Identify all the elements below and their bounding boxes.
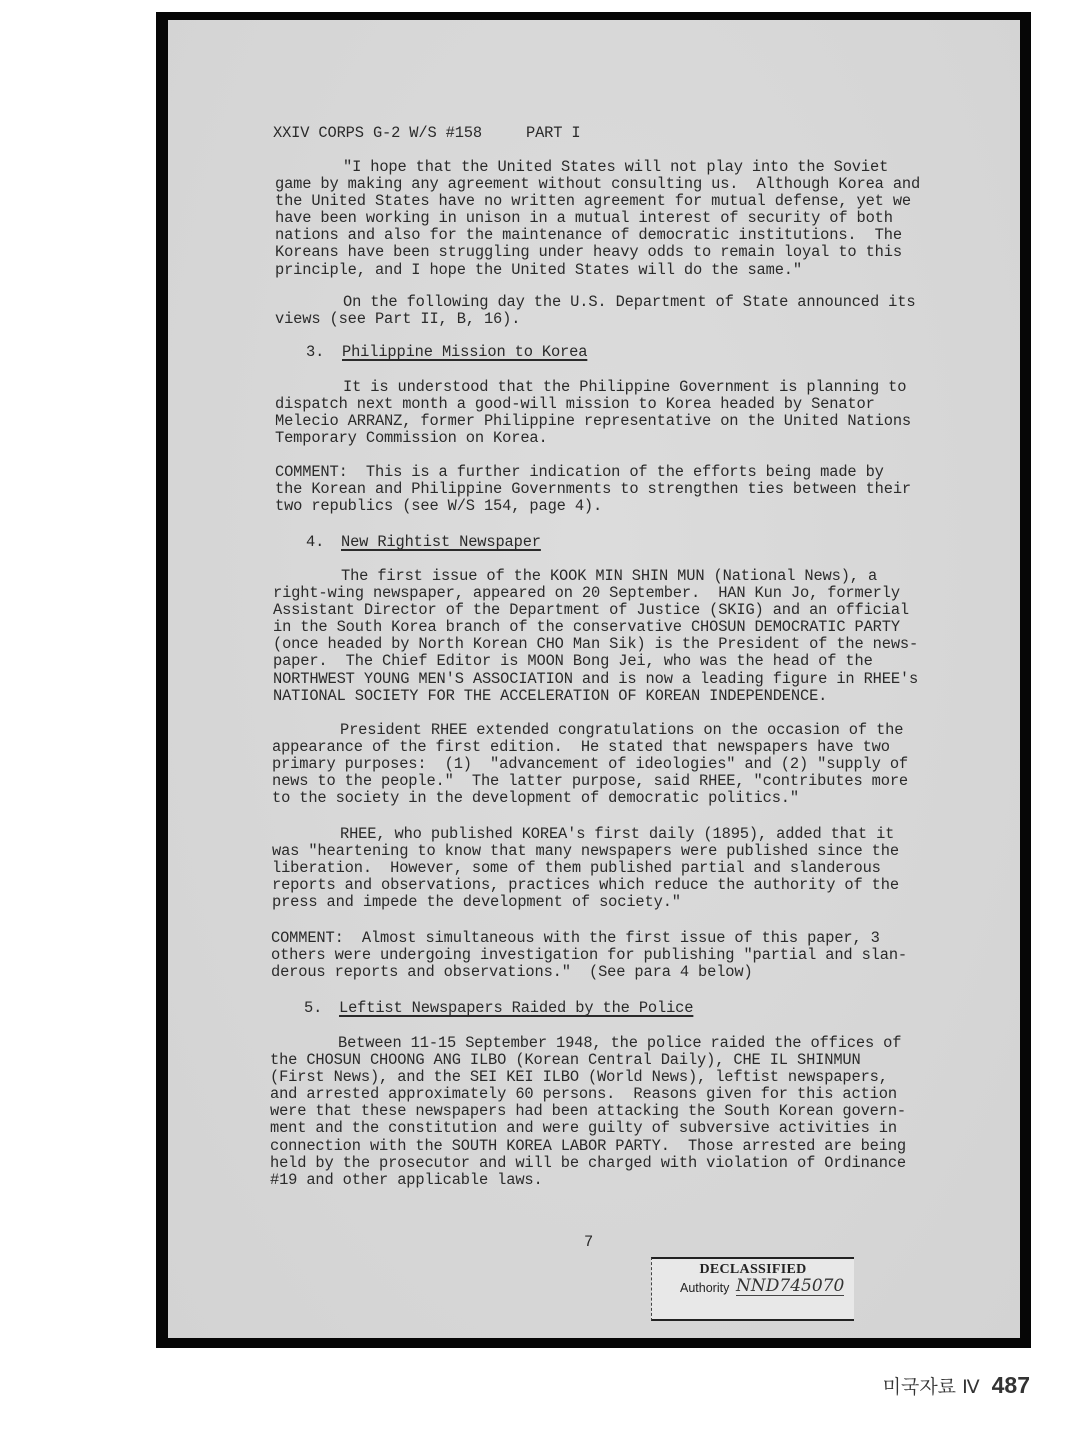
paragraph: The first issue of the KOOK MIN SHIN MUN (National News), a right-wing newspaper, appeared on 20 September. HAN Kun Jo, formerly Assistant Director of the Department of Justice (SKIG) and an official in the South Korea branch of the conservative CHOSUN DEMOCRATIC PARTY (once headed by North Korean CHO Man Sik) is the President of the news- paper. The Chief Editor is MOON Bong Jei, who was the head of the NORTHWEST YOUNG MEN'S ASSOCIATION and is now a leading figure in RHEE's NATIONAL SOCIETY FOR THE ACCELERATION OF KOREAN INDEPENDENCE. bbox=[273, 567, 919, 705]
paragraph: Between 11-15 September 1948, the police raided the offices of the CHOSUN CHOONG ANG ILBO (Korean Central Daily), CHE IL SHINMUN (First News), and the SEI KEI ILBO (World News), leftist newspapers, and arrested approximately 60 persons. Reasons given for this action were that these newspapers had been attacking the South Korean govern- ment and the constitution and were guilty of subversive activities in connection with the SOUTH KOREA LABOR PARTY. Those arrested are being held by the prosecutor and will be charged with violation of Ordinance #19 and other applicable laws. bbox=[270, 1034, 907, 1189]
section-number: 5. bbox=[304, 999, 323, 1017]
stamp-authority-label: Authority bbox=[680, 1281, 730, 1295]
section-number: 3. bbox=[306, 343, 325, 361]
paragraph: President RHEE extended congratulations on the occasion of the appearance of the first edition. He stated that newspapers have two primary purposes: (1) "advancement of ideologies" and (2) "supply of news to the people." The latter purpose, said RHEE, "contributes more to the society in the development of democratic politics." bbox=[272, 721, 909, 808]
stamp-authority-number: NND745070 bbox=[736, 1276, 845, 1296]
book-footer bbox=[883, 1372, 1030, 1399]
paragraph: RHEE, who published KOREA's first daily (1895), added that it was "heartening to know that many newspapers were published since the liberation. However, some of them published partial and slanderous reports and observations, practices which reduce the authority of the press and impede the development of society." bbox=[272, 825, 899, 912]
paragraph: On the following day the U.S. Department of State announced its views (see Part II, B, 16). bbox=[275, 293, 916, 329]
declassified-stamp bbox=[651, 1257, 854, 1321]
section-heading: Philippine Mission to Korea bbox=[342, 343, 588, 361]
document-header: XXIV CORPS G-2 W/S #158 bbox=[273, 124, 482, 142]
document-part: PART I bbox=[526, 124, 581, 142]
paragraph: It is understood that the Philippine Government is planning to dispatch next month a good-will mission to Korea headed by Senator Melecio ARRANZ, former Philippine representative on the United Nations Temporary Commission on Korea. bbox=[275, 378, 912, 448]
section-number: 4. bbox=[306, 533, 325, 551]
footer-page-number: 487 bbox=[991, 1372, 1030, 1398]
quote-paragraph: "I hope that the United States will not play into the Soviet game by making any agreement without consulting us. Although Korea and the United States have no written agreement for mutual defense, yet we have been working in unison in a mutual interest of security of both nations and also for the maintenance of democratic institutions. The Koreans have been struggling under heavy odds to remain loyal to this principle, and I hope the United States will do the same." bbox=[275, 158, 921, 279]
section-heading: New Rightist Newspaper bbox=[341, 533, 541, 551]
stamp-title: DECLASSIFIED bbox=[699, 1262, 807, 1277]
page-number: 7 bbox=[584, 1233, 594, 1251]
comment-paragraph: COMMENT: This is a further indication of the efforts being made by the Korean and Philippine Governments to strengthen ties between their two republics (see W/S 154, page 4). bbox=[275, 463, 912, 516]
section-heading: Leftist Newspapers Raided by the Police bbox=[339, 999, 694, 1017]
comment-paragraph: COMMENT: Almost simultaneous with the first issue of this paper, 3 others were undergoing investigation for publishing "partial and slan- derous reports and observations." (See para 4 below) bbox=[271, 929, 908, 982]
footer-series: 미국자료 Ⅳ bbox=[882, 1376, 980, 1398]
